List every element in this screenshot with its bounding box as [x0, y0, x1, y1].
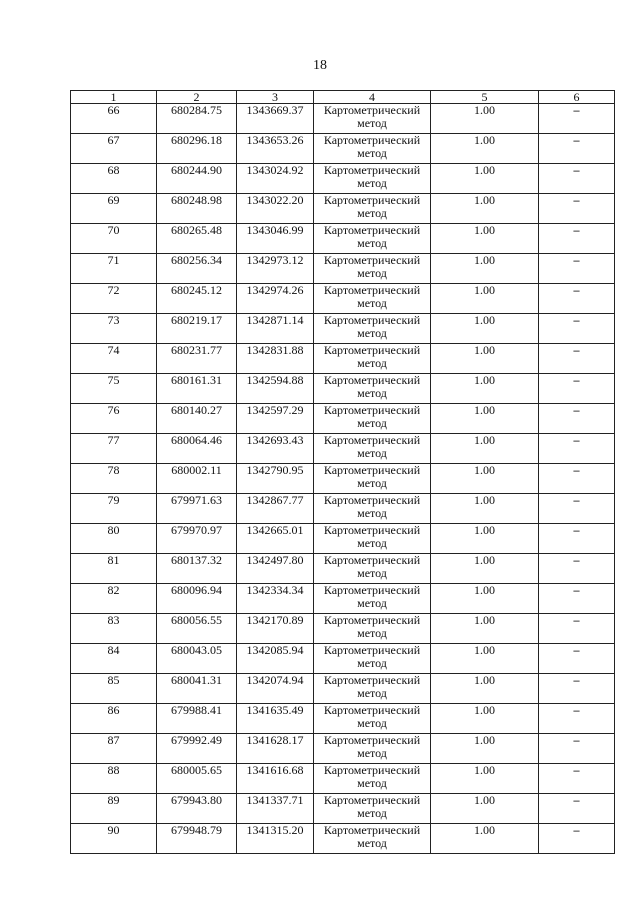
method-line-2: метод: [357, 746, 387, 760]
note-value: –: [539, 194, 615, 224]
method-cell: [314, 284, 431, 314]
coordinate-x: 680002.11: [157, 464, 237, 494]
coordinate-x: 680248.98: [157, 194, 237, 224]
coordinate-x: 680245.12: [157, 284, 237, 314]
method-line-1: Картометрический: [323, 133, 421, 147]
method-cell: [314, 314, 431, 344]
column-header-1: 1: [71, 91, 157, 104]
point-number: 70: [71, 224, 157, 254]
accuracy-value: 1.00: [431, 134, 539, 164]
table-row: [71, 764, 615, 794]
method-line-1: Картометрический: [323, 793, 421, 807]
method-line-2: метод: [357, 596, 387, 610]
page-number: 18: [313, 58, 327, 73]
method-cell: [314, 434, 431, 464]
coordinate-x: 679992.49: [157, 734, 237, 764]
method-line-1: Картометрический: [323, 403, 421, 417]
method-cell: [314, 524, 431, 554]
point-number: 67: [71, 134, 157, 164]
coordinate-y: 1343046.99: [237, 224, 314, 254]
method-cell: [314, 824, 431, 854]
coordinate-y: 1341616.68: [237, 764, 314, 794]
note-value: –: [539, 284, 615, 314]
method-line-1: Картометрический: [323, 493, 421, 507]
accuracy-value: 1.00: [431, 584, 539, 614]
point-number: 90: [71, 824, 157, 854]
table-row: [71, 224, 615, 254]
method-cell: [314, 704, 431, 734]
coordinate-x: 680064.46: [157, 434, 237, 464]
table-row: [71, 794, 615, 824]
note-value: –: [539, 374, 615, 404]
table-row: [71, 194, 615, 224]
coordinate-y: 1342665.01: [237, 524, 314, 554]
table-row: [71, 164, 615, 194]
note-value: –: [539, 824, 615, 854]
point-number: 69: [71, 194, 157, 224]
column-header-5: 5: [431, 91, 539, 104]
coordinate-x: 680137.32: [157, 554, 237, 584]
method-line-2: метод: [357, 206, 387, 220]
note-value: –: [539, 164, 615, 194]
point-number: 80: [71, 524, 157, 554]
coordinate-x: 680219.17: [157, 314, 237, 344]
table-row: [71, 464, 615, 494]
accuracy-value: 1.00: [431, 704, 539, 734]
column-header-2: 2: [157, 91, 237, 104]
accuracy-value: 1.00: [431, 794, 539, 824]
coordinate-x: 680284.75: [157, 104, 237, 134]
note-value: –: [539, 584, 615, 614]
point-number: 78: [71, 464, 157, 494]
note-value: –: [539, 464, 615, 494]
table-body: [71, 104, 615, 854]
method-line-2: метод: [357, 386, 387, 400]
accuracy-value: 1.00: [431, 404, 539, 434]
coordinate-y: 1341337.71: [237, 794, 314, 824]
column-header-6: 6: [539, 91, 615, 104]
coordinate-x: 680056.55: [157, 614, 237, 644]
point-number: 86: [71, 704, 157, 734]
note-value: –: [539, 524, 615, 554]
point-number: 76: [71, 404, 157, 434]
coordinate-y: 1341315.20: [237, 824, 314, 854]
coordinate-x: 679988.41: [157, 704, 237, 734]
method-cell: [314, 374, 431, 404]
method-line-1: Картометрический: [323, 703, 421, 717]
method-cell: [314, 644, 431, 674]
method-line-1: Картометрический: [323, 103, 421, 117]
coordinate-x: 680265.48: [157, 224, 237, 254]
method-cell: [314, 224, 431, 254]
coordinate-y: 1341628.17: [237, 734, 314, 764]
method-line-1: Картометрический: [323, 583, 421, 597]
method-cell: [314, 554, 431, 584]
method-cell: [314, 164, 431, 194]
method-line-2: метод: [357, 176, 387, 190]
coordinate-x: 679971.63: [157, 494, 237, 524]
coordinate-y: 1342085.94: [237, 644, 314, 674]
note-value: –: [539, 404, 615, 434]
point-number: 85: [71, 674, 157, 704]
method-line-1: Картометрический: [323, 163, 421, 177]
method-cell: [314, 464, 431, 494]
method-line-1: Картометрический: [323, 253, 421, 267]
coordinates-table: [70, 90, 615, 854]
note-value: –: [539, 554, 615, 584]
table-row: [71, 314, 615, 344]
column-header-3: 3: [237, 91, 314, 104]
note-value: –: [539, 104, 615, 134]
point-number: 89: [71, 794, 157, 824]
method-cell: [314, 404, 431, 434]
coordinate-y: 1341635.49: [237, 704, 314, 734]
accuracy-value: 1.00: [431, 164, 539, 194]
coordinate-y: 1342871.14: [237, 314, 314, 344]
note-value: –: [539, 674, 615, 704]
point-number: 75: [71, 374, 157, 404]
method-cell: [314, 104, 431, 134]
table-header-row: [71, 91, 615, 104]
table-row: [71, 674, 615, 704]
method-line-2: метод: [357, 506, 387, 520]
method-line-1: Картометрический: [323, 553, 421, 567]
coordinate-y: 1342973.12: [237, 254, 314, 284]
coordinate-x: 679970.97: [157, 524, 237, 554]
note-value: –: [539, 734, 615, 764]
method-line-1: Картометрический: [323, 823, 421, 837]
table-row: [71, 824, 615, 854]
table-row: [71, 134, 615, 164]
coordinate-y: 1342497.80: [237, 554, 314, 584]
method-line-1: Картометрический: [323, 673, 421, 687]
coordinate-y: 1342867.77: [237, 494, 314, 524]
accuracy-value: 1.00: [431, 674, 539, 704]
note-value: –: [539, 314, 615, 344]
coordinate-x: 680041.31: [157, 674, 237, 704]
table-row: [71, 434, 615, 464]
point-number: 88: [71, 764, 157, 794]
coordinate-y: 1342790.95: [237, 464, 314, 494]
note-value: –: [539, 794, 615, 824]
coordinate-x: 679948.79: [157, 824, 237, 854]
method-cell: [314, 764, 431, 794]
method-cell: [314, 614, 431, 644]
method-line-1: Картометрический: [323, 283, 421, 297]
coordinate-y: 1342074.94: [237, 674, 314, 704]
coordinate-y: 1342594.88: [237, 374, 314, 404]
table-row: [71, 584, 615, 614]
table-row: [71, 734, 615, 764]
coordinate-x: 680043.05: [157, 644, 237, 674]
point-number: 87: [71, 734, 157, 764]
method-cell: [314, 194, 431, 224]
method-line-1: Картометрический: [323, 733, 421, 747]
accuracy-value: 1.00: [431, 284, 539, 314]
table-row: [71, 374, 615, 404]
accuracy-value: 1.00: [431, 224, 539, 254]
method-line-1: Картометрический: [323, 223, 421, 237]
point-number: 74: [71, 344, 157, 374]
note-value: –: [539, 134, 615, 164]
point-number: 77: [71, 434, 157, 464]
point-number: 72: [71, 284, 157, 314]
note-value: –: [539, 644, 615, 674]
coordinate-y: 1342597.29: [237, 404, 314, 434]
method-line-2: метод: [357, 356, 387, 370]
coordinate-y: 1343669.37: [237, 104, 314, 134]
method-line-1: Картометрический: [323, 433, 421, 447]
accuracy-value: 1.00: [431, 374, 539, 404]
table-row: [71, 554, 615, 584]
accuracy-value: 1.00: [431, 344, 539, 374]
method-line-2: метод: [357, 476, 387, 490]
note-value: –: [539, 434, 615, 464]
method-line-2: метод: [357, 446, 387, 460]
method-line-2: метод: [357, 686, 387, 700]
method-line-2: метод: [357, 716, 387, 730]
accuracy-value: 1.00: [431, 314, 539, 344]
method-line-2: метод: [357, 536, 387, 550]
coordinate-y: 1342974.26: [237, 284, 314, 314]
method-line-2: метод: [357, 236, 387, 250]
accuracy-value: 1.00: [431, 524, 539, 554]
method-line-1: Картометрический: [323, 193, 421, 207]
accuracy-value: 1.00: [431, 254, 539, 284]
note-value: –: [539, 224, 615, 254]
method-line-2: метод: [357, 656, 387, 670]
method-line-1: Картометрический: [323, 463, 421, 477]
method-line-1: Картометрический: [323, 523, 421, 537]
accuracy-value: 1.00: [431, 104, 539, 134]
method-line-2: метод: [357, 566, 387, 580]
method-cell: [314, 134, 431, 164]
coordinate-y: 1343022.20: [237, 194, 314, 224]
accuracy-value: 1.00: [431, 644, 539, 674]
method-line-2: метод: [357, 296, 387, 310]
accuracy-value: 1.00: [431, 614, 539, 644]
point-number: 81: [71, 554, 157, 584]
accuracy-value: 1.00: [431, 434, 539, 464]
column-header-4: 4: [314, 91, 431, 104]
coordinate-x: 680161.31: [157, 374, 237, 404]
note-value: –: [539, 764, 615, 794]
coordinate-y: 1342693.43: [237, 434, 314, 464]
method-line-1: Картометрический: [323, 313, 421, 327]
point-number: 71: [71, 254, 157, 284]
method-line-2: метод: [357, 626, 387, 640]
point-number: 66: [71, 104, 157, 134]
method-line-2: метод: [357, 146, 387, 160]
method-line-1: Картометрический: [323, 643, 421, 657]
coordinate-x: 680231.77: [157, 344, 237, 374]
point-number: 84: [71, 644, 157, 674]
table-row: [71, 524, 615, 554]
coordinate-x: 679943.80: [157, 794, 237, 824]
point-number: 79: [71, 494, 157, 524]
method-line-2: метод: [357, 416, 387, 430]
coordinate-y: 1342334.34: [237, 584, 314, 614]
method-line-2: метод: [357, 116, 387, 130]
method-line-2: метод: [357, 326, 387, 340]
table-row: [71, 704, 615, 734]
coordinate-x: 680140.27: [157, 404, 237, 434]
table-row: [71, 404, 615, 434]
coordinate-y: 1342170.89: [237, 614, 314, 644]
accuracy-value: 1.00: [431, 764, 539, 794]
coordinate-x: 680296.18: [157, 134, 237, 164]
method-line-2: метод: [357, 776, 387, 790]
method-line-1: Картометрический: [323, 763, 421, 777]
accuracy-value: 1.00: [431, 194, 539, 224]
method-cell: [314, 584, 431, 614]
accuracy-value: 1.00: [431, 554, 539, 584]
note-value: –: [539, 344, 615, 374]
method-cell: [314, 344, 431, 374]
method-cell: [314, 254, 431, 284]
accuracy-value: 1.00: [431, 494, 539, 524]
note-value: –: [539, 704, 615, 734]
coordinate-x: 680096.94: [157, 584, 237, 614]
table-row: [71, 254, 615, 284]
note-value: –: [539, 254, 615, 284]
coordinate-x: 680244.90: [157, 164, 237, 194]
table-row: [71, 644, 615, 674]
accuracy-value: 1.00: [431, 734, 539, 764]
note-value: –: [539, 494, 615, 524]
point-number: 73: [71, 314, 157, 344]
accuracy-value: 1.00: [431, 824, 539, 854]
table-row: [71, 614, 615, 644]
table-row: [71, 104, 615, 134]
method-line-2: метод: [357, 836, 387, 850]
accuracy-value: 1.00: [431, 464, 539, 494]
method-line-2: метод: [357, 806, 387, 820]
note-value: –: [539, 614, 615, 644]
coordinate-y: 1343653.26: [237, 134, 314, 164]
coordinate-x: 680005.65: [157, 764, 237, 794]
coordinate-y: 1342831.88: [237, 344, 314, 374]
coordinate-x: 680256.34: [157, 254, 237, 284]
point-number: 68: [71, 164, 157, 194]
coordinate-y: 1343024.92: [237, 164, 314, 194]
method-line-1: Картометрический: [323, 373, 421, 387]
table-row: [71, 284, 615, 314]
table-row: [71, 494, 615, 524]
method-cell: [314, 674, 431, 704]
method-line-2: метод: [357, 266, 387, 280]
method-cell: [314, 734, 431, 764]
method-cell: [314, 794, 431, 824]
point-number: 83: [71, 614, 157, 644]
method-line-1: Картометрический: [323, 343, 421, 357]
method-line-1: Картометрический: [323, 613, 421, 627]
point-number: 82: [71, 584, 157, 614]
method-cell: [314, 494, 431, 524]
table-row: [71, 344, 615, 374]
